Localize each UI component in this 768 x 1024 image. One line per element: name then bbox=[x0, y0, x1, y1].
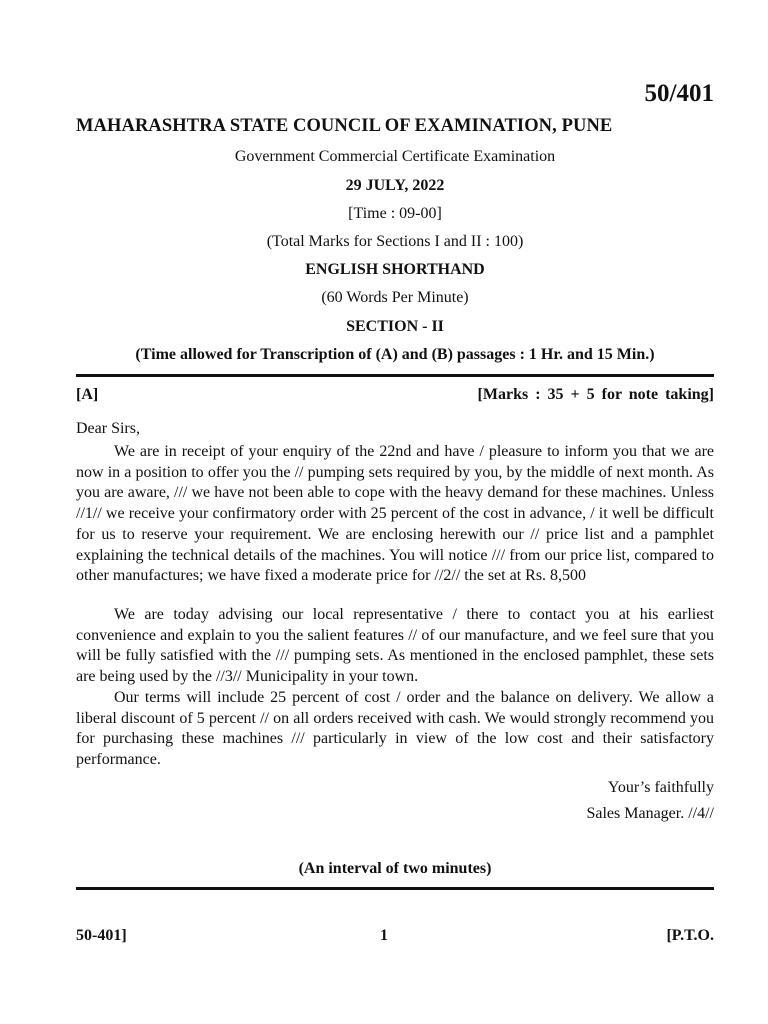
passage-marks: [Marks : 35 + 5 for note taking] bbox=[477, 386, 714, 403]
closing: Your’s faithfully bbox=[607, 779, 714, 796]
interval-note: (An interval of two minutes) bbox=[298, 860, 492, 877]
exam-date: 29 JULY, 2022 bbox=[345, 177, 445, 194]
exam-time: [Time : 09-00] bbox=[348, 205, 442, 222]
paper-code: 50/401 bbox=[644, 80, 714, 107]
paragraph-3: Our terms will include 25 percent of cost / order and the balance on delivery. We allow a liberal discount of 5 percent // on all orders received with cash. We would strongly recommend you for purchasing these machines /// particularly in view of the low cost and their satisfactory performance. bbox=[76, 689, 714, 769]
speed-note: (60 Words Per Minute) bbox=[321, 289, 469, 306]
page-number: 1 bbox=[380, 927, 388, 944]
time-allowed: (Time allowed for Transcription of (A) and (B) passages : 1 Hr. and 15 Min.) bbox=[135, 346, 655, 363]
signature: Sales Manager. //4// bbox=[586, 805, 714, 822]
salutation: Dear Sirs, bbox=[76, 420, 140, 437]
section-title: SECTION - II bbox=[346, 318, 444, 335]
top-rule bbox=[76, 374, 714, 377]
paragraph-2: We are today advising our local representative / there to contact you at his earliest convenience and explain to you the salient features // of our manufacture, and we feel sure that you will be fully satisfied with the /// pumping sets. As mentioned in the enclosed pamphlet, these sets are being used by the //3// Municipality in your town. bbox=[76, 606, 714, 686]
exam-name: Government Commercial Certificate Examination bbox=[234, 148, 556, 165]
pto-label: [P.T.O. bbox=[666, 927, 714, 944]
bottom-rule bbox=[76, 887, 714, 890]
paragraph-1: We are in receipt of your enquiry of the 22nd and have / pleasure to inform you that we are now in a position to offer you the // pumping sets required by you, by the middle of next month. As you are aware, /// we have not been able to cope with the heavy demand for these machines. Unless //1// we receive your confirmatory order with 25 percent of the cost in advance, / it well be difficult for us to reserve your requirement. We are enclosing herewith our // price list and a pamphlet explaining the technical details of the machines. You will notice /// from our price list, compared to other manufactures; we have fixed a moderate price for //2// the set at Rs. 8,500 bbox=[76, 443, 714, 585]
passage-label: [A] bbox=[76, 386, 99, 403]
council-title: MAHARASHTRA STATE COUNCIL OF EXAMINATION, PUNE bbox=[76, 116, 613, 136]
total-marks: (Total Marks for Sections I and II : 100) bbox=[266, 233, 524, 250]
subject-title: ENGLISH SHORTHAND bbox=[305, 261, 485, 278]
footer-code: 50-401] bbox=[76, 927, 127, 944]
